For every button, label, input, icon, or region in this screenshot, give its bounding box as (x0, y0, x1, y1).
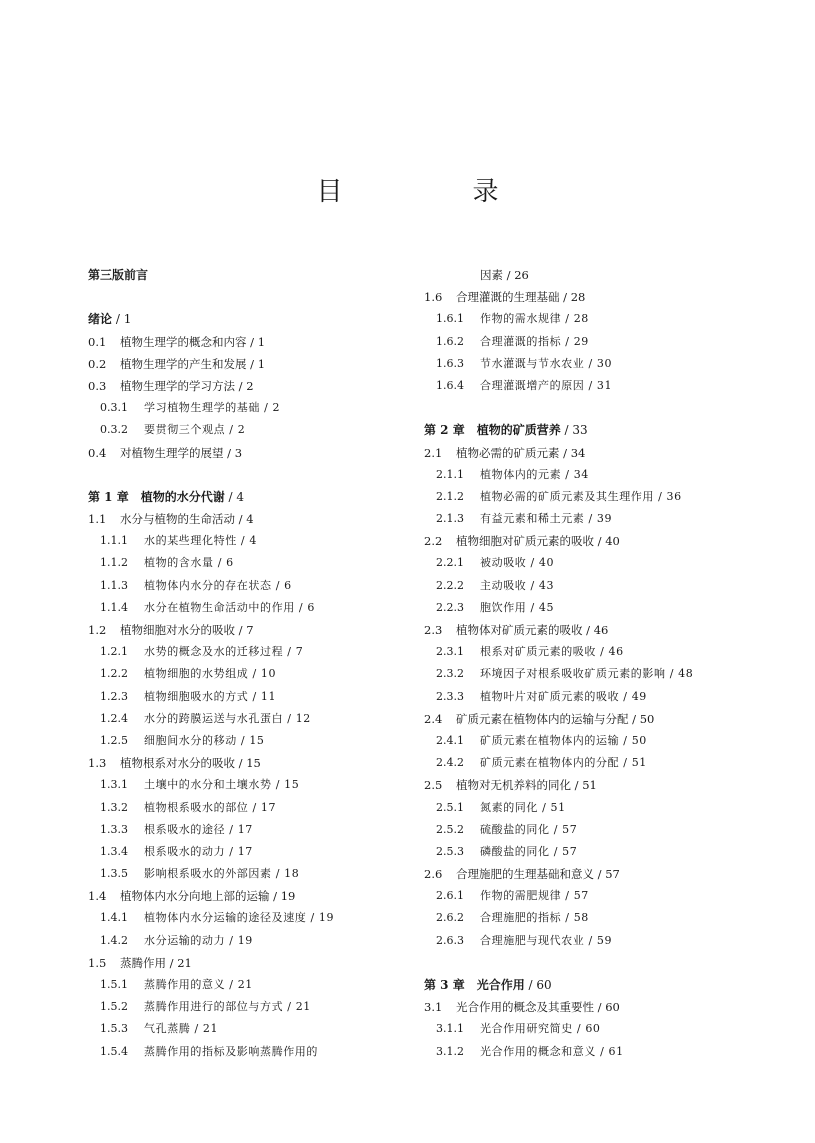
toc-entry-page: / 49 (619, 690, 647, 703)
toc-entry-page: / 28 (561, 312, 589, 325)
toc-entry-number: 1.3.5 (100, 867, 128, 881)
toc-entry-page: / 40 (594, 534, 620, 548)
toc-entry-number: 1.2.2 (100, 667, 128, 681)
toc-sub-entry[interactable] (88, 641, 418, 663)
toc-entry-page: / 30 (584, 357, 612, 370)
toc-entry-page: / 45 (526, 601, 554, 614)
toc-entry-title: 蒸腾作用 (120, 955, 166, 970)
toc-sub-entry[interactable] (424, 308, 804, 330)
toc-sub-entry[interactable] (88, 863, 418, 885)
toc-entry-title: 水的某些理化特性 (144, 534, 237, 548)
toc-entry-page: / 21 (166, 956, 192, 970)
toc-entry-title: 水分与植物的生命活动 (120, 512, 235, 527)
toc-entry-number: 1.1 (88, 512, 107, 527)
toc-entry-number: 1.2.5 (100, 733, 128, 747)
toc-entry-number: 2.1.3 (436, 512, 464, 526)
toc-entry-page: / 34 (561, 468, 589, 481)
toc-sec-entry[interactable] (424, 774, 804, 796)
toc-entry-page: / 1 (112, 312, 131, 326)
toc-entry-number: 2.4.2 (436, 756, 464, 770)
toc-entry-page: / 48 (666, 667, 694, 680)
toc-entry-title: 对植物生理学的展望 (120, 445, 224, 460)
toc-entry-page: / 19 (270, 889, 296, 903)
toc-entry-number: 0.3.2 (100, 423, 128, 437)
toc-entry-title: 环境因子对根系吸收矿质元素的影响 (480, 667, 666, 681)
toc-entry-title: 土壤中的水分和土壤水势 (144, 778, 272, 792)
toc-sub-entry[interactable] (88, 996, 418, 1018)
toc-sub-entry[interactable] (88, 797, 418, 819)
toc-entry-number: 3.1 (424, 1000, 443, 1015)
toc-entry-title: 植物生理学的概念和内容 (120, 334, 247, 349)
toc-sub-entry[interactable] (88, 819, 418, 841)
toc-entry-title: 植物叶片对矿质元素的吸收 (480, 689, 620, 703)
toc-sub-entry[interactable] (424, 663, 804, 685)
toc-entry-number: 3.1.1 (436, 1022, 464, 1036)
toc-entry-page: / 57 (561, 889, 589, 902)
toc-entry-number: 1.5.1 (100, 978, 128, 991)
toc-sub-entry[interactable] (424, 597, 804, 619)
toc-entry-number: 2.6.3 (436, 933, 464, 947)
toc-entry-page: / 31 (584, 379, 612, 392)
toc-entry-number: 2.3.3 (436, 689, 464, 703)
toc-sub-entry[interactable] (424, 641, 804, 663)
toc-sec-entry[interactable] (88, 752, 418, 774)
toc-entry-page: / 15 (235, 756, 261, 770)
toc-entry-title: 植物生理学的学习方法 (120, 378, 235, 393)
toc-sec-entry[interactable] (424, 863, 804, 885)
toc-entry-title: 水分运输的动力 (144, 933, 226, 947)
toc-entry-page: / 33 (561, 423, 588, 437)
toc-sub-entry[interactable] (88, 974, 418, 996)
toc-entry-title: 有益元素和稀土元素 (480, 512, 585, 526)
toc-entry-page: / 15 (272, 778, 300, 791)
toc-entry-page: / 6 (272, 579, 292, 592)
toc-entry-title: 被动吸收 (480, 556, 527, 570)
toc-entry-number: 1.5 (88, 955, 107, 970)
toc-entry-number: 1.3.1 (100, 778, 128, 792)
toc-sub-entry[interactable] (88, 841, 418, 863)
toc-entry-title: 第 1 章 植物的水分代谢 (88, 489, 225, 504)
toc-entry-number: 1.3.4 (100, 844, 128, 858)
toc-sec-entry[interactable] (88, 442, 418, 464)
toc-entry-title: 矿质元素在植物体内的运输 (480, 733, 620, 747)
toc-entry-number: 0.4 (88, 445, 107, 460)
toc-entry-number: 1.4.1 (100, 911, 128, 925)
toc-entry-title: 根系对矿质元素的吸收 (480, 645, 596, 659)
toc-entry-number: 1.5.3 (100, 1022, 128, 1036)
toc-entry-number: 2.4.1 (436, 733, 464, 747)
toc-entry-title: 第三版前言 (88, 268, 149, 282)
toc-sub-entry[interactable] (424, 353, 804, 375)
toc-entry-number: 1.2.4 (100, 711, 128, 725)
toc-chapter-entry[interactable] (88, 486, 418, 508)
toc-sec-entry[interactable] (88, 952, 418, 974)
toc-sub-entry[interactable] (88, 663, 418, 685)
toc-entry-title: 植物细胞对水分的吸收 (120, 623, 235, 637)
toc-entry-page: / 46 (583, 623, 609, 637)
toc-sec-entry[interactable] (424, 530, 804, 552)
toc-entry-number: 0.3 (88, 378, 107, 393)
toc-entry-number: 0.1 (88, 334, 107, 349)
toc-entry-page: / 21 (225, 978, 253, 991)
toc-sub-entry[interactable] (424, 819, 804, 841)
toc-entry-title: 根系吸水的途径 (144, 822, 226, 836)
toc-sub-entry[interactable] (88, 530, 418, 552)
toc-sec-entry[interactable] (88, 508, 418, 530)
toc-entry-title: 因素 (480, 268, 503, 282)
toc-entry-number: 1.1.4 (100, 600, 128, 614)
toc-entry-title: 植物的含水量 (144, 556, 214, 570)
toc-entry-number: 3.1.2 (436, 1044, 464, 1058)
toc-entry-page: / 19 (306, 911, 334, 924)
toc-entry-title: 气孔蒸腾 (144, 1022, 191, 1036)
toc-entry-page: / 60 (573, 1022, 601, 1035)
toc-entry-page: / 4 (225, 490, 244, 504)
toc-entry-title: 植物体内的元素 (480, 467, 562, 481)
toc-sec-entry[interactable] (88, 353, 418, 375)
toc-sub-entry[interactable] (88, 686, 418, 708)
toc-entry-page: / 2 (235, 379, 254, 393)
toc-entry-title: 主动吸收 (480, 578, 527, 592)
toc-entry-title: 绪论 (88, 312, 113, 327)
toc-entry-title: 水势的概念及水的迁移过程 (144, 645, 284, 659)
toc-entry-title: 植物体内水分的存在状态 (144, 578, 272, 592)
toc-entry-title: 植物体内水分向地上部的运输 (120, 889, 270, 904)
toc-entry-title: 蒸腾作用的指标及影响蒸腾作用的 (144, 1044, 318, 1058)
toc-cont-entry[interactable] (424, 264, 804, 286)
toc-entry-title: 学习植物生理学的基础 (144, 401, 260, 415)
toc-sub-entry[interactable] (88, 597, 418, 619)
toc-entry-number: 2.2.2 (436, 578, 464, 592)
toc-entry-number: 1.5.4 (100, 1044, 128, 1058)
toc-entry-title: 矿质元素在植物体内的分配 (480, 756, 620, 770)
toc-entry-page: / 19 (225, 934, 253, 947)
toc-entry-title: 合理施肥的生理基础和意义 (456, 867, 594, 882)
toc-sub-entry[interactable] (88, 419, 418, 441)
toc-entry-page: / 7 (283, 645, 303, 658)
toc-entry-page: / 60 (525, 978, 552, 992)
toc-entry-number: 1.1.2 (100, 556, 128, 570)
toc-entry-number: 1.5.2 (100, 1000, 128, 1014)
toc-sec-entry[interactable] (424, 619, 804, 641)
toc-entry-title: 植物根系对水分的吸收 (120, 756, 235, 771)
toc-sub-entry[interactable] (424, 730, 804, 752)
toc-sub-entry[interactable] (88, 1018, 418, 1040)
toc-sub-entry[interactable] (88, 774, 418, 796)
toc-sub-entry[interactable] (424, 575, 804, 597)
toc-entry-title: 光合作用的概念及其重要性 (456, 1000, 594, 1015)
toc-entry-page: / 34 (560, 446, 586, 460)
toc-sec-entry[interactable] (424, 286, 804, 308)
toc-entry-number: 2.1 (424, 445, 443, 460)
toc-entry-title: 水分的跨膜运送与水孔蛋白 (144, 711, 284, 725)
toc-entry-title: 氮素的同化 (480, 800, 538, 814)
toc-sec-entry[interactable] (88, 885, 418, 907)
toc-entry-page: / 1 (247, 335, 266, 349)
toc-entry-page: / 10 (248, 667, 276, 680)
toc-entry-number: 2.3 (424, 623, 443, 637)
toc-entry-title: 植物必需的矿质元素 (456, 445, 560, 460)
toc-entry-title: 作物的需水规律 (480, 312, 562, 326)
toc-entry-title: 合理灌溉增产的原因 (480, 378, 585, 392)
toc-entry-page: / 59 (584, 934, 612, 947)
toc-entry-page: / 51 (571, 778, 597, 792)
toc-entry-page: / 11 (248, 690, 276, 703)
toc-entry-title: 第 2 章 植物的矿质营养 (424, 423, 561, 438)
toc-sec-entry[interactable] (424, 442, 804, 464)
toc-entry-number: 1.2.3 (100, 689, 128, 703)
toc-entry-title: 植物细胞吸水的方式 (144, 689, 249, 703)
toc-entry-number: 1.4 (88, 889, 107, 904)
toc-entry-number: 2.5 (424, 778, 443, 793)
toc-entry-title: 植物生理学的产生和发展 (120, 356, 247, 371)
toc-entry-page: / 51 (538, 801, 566, 814)
toc-entry-number: 2.2.1 (436, 556, 464, 570)
toc-entry-page: / 4 (237, 534, 257, 547)
toc-entry-number: 1.6.2 (436, 334, 464, 348)
toc-right-column (424, 264, 804, 1063)
toc-entry-title: 光合作用研究简史 (480, 1022, 573, 1036)
toc-entry-page: / 21 (283, 1000, 311, 1013)
toc-sec-entry[interactable] (88, 331, 418, 353)
toc-entry-page: / 60 (594, 1000, 620, 1014)
toc-entry-title: 细胞间水分的移动 (144, 733, 237, 747)
toc-entry-title: 光合作用的概念和意义 (480, 1044, 596, 1058)
toc-entry-number: 2.6.2 (436, 911, 464, 925)
toc-entry-number: 2.1.2 (436, 489, 464, 503)
toc-entry-page: / 50 (619, 734, 647, 747)
toc-entry-number: 1.1.1 (100, 534, 128, 548)
toc-sub-entry[interactable] (424, 885, 804, 907)
toc-entry-title: 植物体对矿质元素的吸收 (456, 623, 583, 637)
toc-sec-entry[interactable] (88, 375, 418, 397)
toc-entry-page: / 50 (629, 712, 655, 726)
toc-entry-title: 合理灌溉的生理基础 (456, 290, 560, 305)
toc-entry-title: 蒸腾作用进行的部位与方式 (144, 1000, 284, 1014)
toc-entry-number: 1.4.2 (100, 933, 128, 947)
toc-sub-entry[interactable] (88, 575, 418, 597)
toc-entry-number: 1.3.3 (100, 822, 128, 836)
toc-chapter-entry[interactable] (88, 308, 418, 330)
toc-sub-entry[interactable] (424, 797, 804, 819)
toc-entry-page: / 6 (295, 601, 315, 614)
toc-sub-entry[interactable] (424, 930, 804, 952)
toc-entry-title: 影响根系吸水的外部因素 (144, 867, 272, 881)
toc-entry-page: / 2 (225, 423, 245, 436)
toc-entry-number: 2.2 (424, 534, 443, 549)
page-title: 目 录 (316, 177, 551, 207)
toc-sub-entry[interactable] (88, 552, 418, 574)
toc-sub-entry[interactable] (424, 686, 804, 708)
toc-chapter-entry[interactable] (424, 419, 804, 441)
toc-entry-page: / 58 (561, 911, 589, 924)
toc-entry-page: / 21 (190, 1022, 218, 1035)
toc-sec-entry[interactable] (424, 708, 804, 730)
toc-entry-number: 2.6.1 (436, 889, 464, 903)
toc-entry-page: / 57 (550, 845, 578, 858)
toc-entry-title: 水分在植物生命活动中的作用 (144, 600, 295, 614)
toc-entry-title: 矿质元素在植物体内的运输与分配 (456, 711, 629, 726)
toc-entry-title: 第 3 章 光合作用 (424, 978, 525, 992)
toc-entry-page: / 57 (550, 823, 578, 836)
toc-entry-title: 节水灌溉与节水农业 (480, 356, 585, 370)
toc-entry-page: / 12 (283, 712, 311, 725)
toc-entry-number: 2.2.3 (436, 600, 464, 614)
toc-entry-page: / 17 (225, 845, 253, 858)
toc-entry-page: / 17 (225, 823, 253, 836)
toc-entry-page: / 28 (560, 290, 586, 304)
toc-entry-title: 植物体内水分运输的途径及速度 (144, 911, 307, 925)
toc-entry-number: 2.3.2 (436, 667, 464, 681)
toc-entry-title: 合理施肥的指标 (480, 911, 562, 925)
toc-entry-page: / 46 (596, 645, 624, 658)
toc-entry-number: 2.3.1 (436, 645, 464, 659)
toc-entry-page: / 39 (584, 512, 612, 525)
toc-entry-page: / 7 (235, 623, 254, 637)
toc-entry-page: / 3 (224, 446, 243, 460)
toc-sub-entry[interactable] (424, 552, 804, 574)
toc-entry-page: / 15 (237, 734, 265, 747)
toc-entry-page: / 57 (594, 867, 620, 881)
toc-entry-page: / 43 (526, 579, 554, 592)
toc-entry-number: 1.6 (424, 290, 443, 305)
toc-entry-page: / 29 (561, 335, 589, 348)
toc-entry-number: 1.6.4 (436, 378, 464, 392)
toc-entry-number: 1.6.1 (436, 312, 464, 326)
toc-entry-number: 1.3.2 (100, 800, 128, 814)
toc-sub-entry[interactable] (424, 907, 804, 929)
toc-entry-title: 硫酸盐的同化 (480, 822, 550, 836)
toc-entry-page: / 1 (247, 357, 266, 371)
toc-entry-title: 蒸腾作用的意义 (144, 978, 226, 991)
toc-sub-entry[interactable] (424, 752, 804, 774)
toc-entry-number: 2.5.1 (436, 800, 464, 814)
toc-sub-entry[interactable] (424, 508, 804, 530)
toc-entry-title: 植物细胞对矿质元素的吸收 (456, 534, 594, 549)
toc-sub-entry[interactable] (88, 930, 418, 952)
toc-sub-entry[interactable] (424, 1018, 804, 1040)
toc-entry-title: 合理灌溉的指标 (480, 334, 562, 348)
toc-entry-page: / 6 (214, 556, 234, 569)
toc-entry-number: 1.2.1 (100, 645, 128, 659)
toc-entry-number: 2.4 (424, 711, 443, 726)
toc-entry-title: 植物根系吸水的部位 (144, 800, 249, 814)
toc-entry-page: / 26 (503, 268, 529, 282)
toc-entry-title: 植物必需的矿质元素及其生理作用 (480, 489, 654, 503)
toc-entry-number: 2.1.1 (436, 467, 464, 481)
toc-entry-title: 植物对无机养料的同化 (456, 778, 571, 793)
toc-entry-page: / 2 (260, 401, 280, 414)
toc-entry-title: 作物的需肥规律 (480, 889, 562, 903)
toc-entry-page: / 18 (272, 867, 300, 880)
toc-sub-entry[interactable] (88, 1041, 418, 1063)
toc-entry-number: 2.5.2 (436, 822, 464, 836)
toc-entry-page: / 40 (526, 556, 554, 569)
toc-sub-entry[interactable] (424, 464, 804, 486)
toc-sub-entry[interactable] (424, 331, 804, 353)
toc-chapter-entry[interactable] (88, 264, 418, 286)
toc-entry-title: 植物细胞的水势组成 (144, 667, 249, 681)
toc-entry-title: 磷酸盐的同化 (480, 844, 550, 858)
toc-sec-entry[interactable] (424, 996, 804, 1018)
toc-sub-entry[interactable] (424, 1041, 804, 1063)
toc-sub-entry[interactable] (424, 375, 804, 397)
toc-sub-entry[interactable] (88, 730, 418, 752)
toc-entry-title: 胞饮作用 (480, 600, 527, 614)
toc-entry-number: 0.3.1 (100, 401, 128, 415)
toc-entry-number: 1.6.3 (436, 356, 464, 370)
toc-chapter-entry[interactable] (424, 974, 804, 996)
toc-entry-number: 2.5.3 (436, 844, 464, 858)
toc-entry-page: / 4 (235, 512, 254, 526)
toc-sub-entry[interactable] (88, 907, 418, 929)
toc-entry-page: / 61 (596, 1045, 624, 1058)
toc-sub-entry[interactable] (424, 486, 804, 508)
toc-sub-entry[interactable] (88, 708, 418, 730)
toc-sub-entry[interactable] (88, 397, 418, 419)
toc-entry-number: 1.2 (88, 623, 107, 637)
toc-left-column (88, 264, 418, 1063)
toc-entry-title: 根系吸水的动力 (144, 844, 226, 858)
toc-entry-number: 1.1.3 (100, 578, 128, 592)
toc-entry-title: 合理施肥与现代农业 (480, 933, 585, 947)
toc-sub-entry[interactable] (424, 841, 804, 863)
toc-entry-title: 要贯彻三个观点 (144, 423, 226, 437)
toc-sec-entry[interactable] (88, 619, 418, 641)
toc-entry-page: / 36 (654, 490, 682, 503)
toc-entry-page: / 51 (619, 756, 647, 769)
toc-entry-number: 0.2 (88, 356, 107, 371)
toc-entry-number: 2.6 (424, 867, 443, 882)
toc-entry-page: / 17 (248, 801, 276, 814)
toc-entry-number: 1.3 (88, 756, 107, 771)
